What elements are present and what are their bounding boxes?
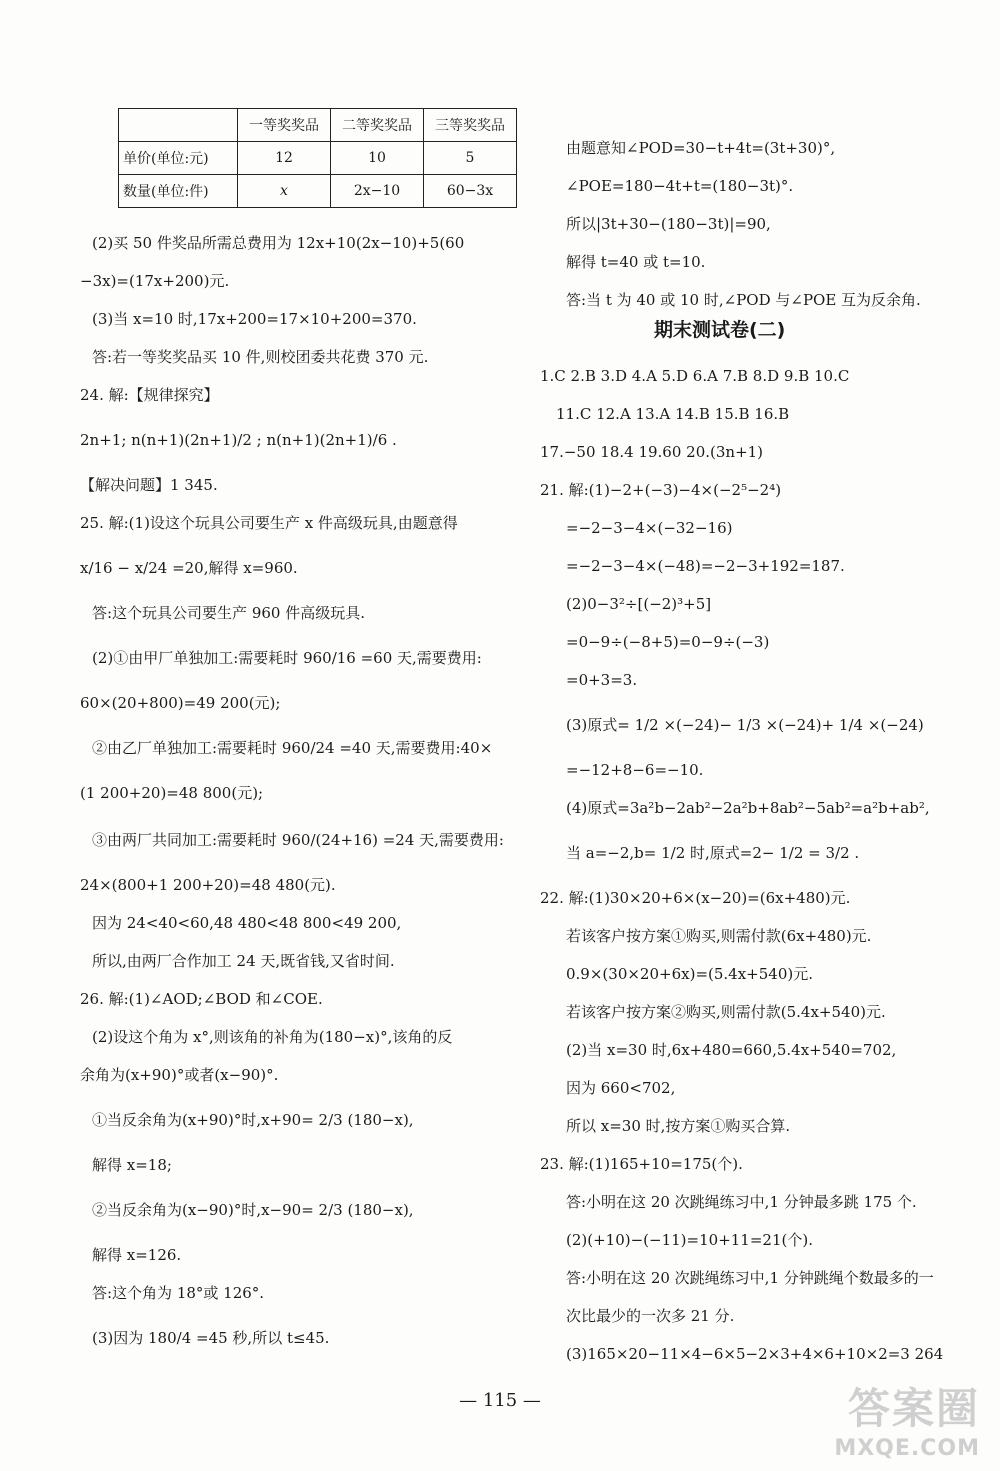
text-line: 因为 24<40<60,48 480<48 800<49 200, bbox=[92, 914, 402, 932]
watermark-url: MXQE.COM bbox=[834, 1436, 980, 1461]
text-line: (2)买 50 件奖品所需总费用为 12x+10(2x−10)+5(60 bbox=[92, 234, 465, 252]
text-line: 23. 解:(1)165+10=175(个). bbox=[540, 1155, 743, 1173]
text-line: 由题意知∠POD=30−t+4t=(3t+30)°, bbox=[566, 139, 836, 157]
text-line: (2)设这个角为 x°,则该角的补角为(180−x)°,该角的反 bbox=[92, 1028, 453, 1046]
text-line: (2)0−3²÷[(−2)³+5] bbox=[566, 595, 712, 613]
text-line: (3)165×20−11×4−6×5−2×3+4×6+10×2=3 264 bbox=[566, 1345, 944, 1363]
section-title: 期末测试卷(二) bbox=[654, 319, 786, 341]
text-line: 25. 解:(1)设这个玩具公司要生产 x 件高级玩具,由题意得 bbox=[80, 514, 458, 532]
text-line: 1.C 2.B 3.D 4.A 5.D 6.A 7.B 8.D 9.B 10.C bbox=[540, 367, 850, 385]
text-line: 次比最少的一次多 21 分. bbox=[566, 1307, 735, 1325]
text-line: ∠POE=180−4t+t=(180−3t)°. bbox=[566, 177, 794, 195]
text-line: 0.9×(30×20+6x)=(5.4x+540)元. bbox=[566, 965, 813, 983]
text-line: (3)原式= 1/2 ×(−24)− 1/3 ×(−24)+ 1/4 ×(−24) bbox=[566, 716, 924, 734]
text-line: 因为 660<702, bbox=[566, 1079, 676, 1097]
text-line: 所以|3t+30−(180−3t)|=90, bbox=[566, 215, 771, 233]
table-cell: 10 bbox=[331, 142, 424, 175]
table-cell: 二等奖奖品 bbox=[331, 109, 424, 142]
text-line: 答:小明在这 20 次跳绳练习中,1 分钟最多跳 175 个. bbox=[566, 1193, 917, 1211]
text-line: 24. 解:【规律探究】 bbox=[80, 386, 219, 404]
table-row bbox=[119, 142, 517, 175]
text-line: 26. 解:(1)∠AOD;∠BOD 和∠COE. bbox=[80, 990, 323, 1008]
table-cell: 5 bbox=[424, 142, 517, 175]
text-line: 【解决问题】1 345. bbox=[80, 476, 218, 494]
text-line: 答:小明在这 20 次跳绳练习中,1 分钟跳绳个数最多的一 bbox=[566, 1269, 934, 1287]
text-line: 解得 x=18; bbox=[92, 1156, 172, 1174]
text-line: 所以 x=30 时,按方案①购买合算. bbox=[566, 1117, 791, 1135]
text-line: 若该客户按方案①购买,则需付款(6x+480)元. bbox=[566, 927, 872, 945]
watermark-logo: 答案圈 bbox=[847, 1384, 980, 1433]
text-line: (1 200+20)=48 800(元); bbox=[80, 784, 264, 802]
text-line: 24×(800+1 200+20)=48 480(元). bbox=[80, 876, 336, 894]
text-line: =−2−3−4×(−48)=−2−3+192=187. bbox=[566, 557, 845, 575]
text-line: 21. 解:(1)−2+(−3)−4×(−2⁵−2⁴) bbox=[540, 481, 782, 499]
table-cell: 12 bbox=[238, 142, 331, 175]
table-cell: 60−3x bbox=[424, 175, 517, 208]
text-line: x/16 − x/24 =20,解得 x=960. bbox=[80, 559, 298, 577]
table-cell: 单价(单位:元) bbox=[119, 142, 238, 175]
text-line: 22. 解:(1)30×20+6×(x−20)=(6x+480)元. bbox=[540, 889, 851, 907]
text-line: (3)当 x=10 时,17x+200=17×10+200=370. bbox=[92, 310, 417, 328]
text-line: (4)原式=3a²b−2ab²−2a²b+8ab²−5ab²=a²b+ab², bbox=[566, 799, 930, 817]
text-line: ②由乙厂单独加工:需要耗时 960/24 =40 天,需要费用:40× bbox=[92, 739, 493, 757]
text-line: 答:这个角为 18°或 126°. bbox=[92, 1284, 265, 1302]
text-line: =−2−3−4×(−32−16) bbox=[566, 519, 733, 537]
text-line: 17.−50 18.4 19.60 20.(3n+1) bbox=[540, 443, 764, 461]
text-line: 若该客户按方案②购买,则需付款(5.4x+540)元. bbox=[566, 1003, 886, 1021]
table-cell: 三等奖奖品 bbox=[424, 109, 517, 142]
prize-table bbox=[118, 108, 517, 208]
table-cell: 2x−10 bbox=[331, 175, 424, 208]
text-line: (3)因为 180/4 =45 秒,所以 t≤45. bbox=[92, 1329, 330, 1347]
table-cell: 数量(单位:件) bbox=[119, 175, 238, 208]
watermark bbox=[834, 1376, 980, 1461]
text-line: ②当反余角为(x−90)°时,x−90= 2/3 (180−x), bbox=[92, 1201, 414, 1219]
text-line: 当 a=−2,b= 1/2 时,原式=2− 1/2 = 3/2 . bbox=[566, 844, 860, 862]
table-header-row bbox=[119, 109, 517, 142]
text-line: 答:当 t 为 40 或 10 时,∠POD 与∠POE 互为反余角. bbox=[566, 291, 921, 309]
text-line: 答:这个玩具公司要生产 960 件高级玩具. bbox=[92, 604, 365, 622]
text-line: 答:若一等奖奖品买 10 件,则校团委共花费 370 元. bbox=[92, 348, 429, 366]
text-line: ③由两厂共同加工:需要耗时 960/(24+16) =24 天,需要费用: bbox=[92, 831, 504, 849]
page-number: — 115 — bbox=[459, 1390, 541, 1411]
text-line: 11.C 12.A 13.A 14.B 15.B 16.B bbox=[556, 405, 790, 423]
text-line: =0+3=3. bbox=[566, 671, 638, 689]
text-line: (2)①由甲厂单独加工:需要耗时 960/16 =60 天,需要费用: bbox=[92, 649, 482, 667]
table-row bbox=[119, 175, 517, 208]
text-line: 所以,由两厂合作加工 24 天,既省钱,又省时间. bbox=[92, 952, 395, 970]
text-line: 解得 t=40 或 t=10. bbox=[566, 253, 706, 271]
text-line: =−12+8−6=−10. bbox=[566, 761, 704, 779]
text-line: 2n+1; n(n+1)(2n+1)/2 ; n(n+1)(2n+1)/6 . bbox=[80, 431, 397, 449]
text-line: (2)当 x=30 时,6x+480=660,5.4x+540=702, bbox=[566, 1041, 897, 1059]
text-line: (2)(+10)−(−11)=10+11=21(个). bbox=[566, 1231, 813, 1249]
table-cell bbox=[119, 109, 238, 142]
text-line: 余角为(x+90)°或者(x−90)°. bbox=[80, 1066, 279, 1084]
text-line: −3x)=(17x+200)元. bbox=[80, 272, 230, 290]
text-line: ①当反余角为(x+90)°时,x+90= 2/3 (180−x), bbox=[92, 1111, 414, 1129]
text-line: =0−9÷(−8+5)=0−9÷(−3) bbox=[566, 633, 770, 651]
table-cell: x bbox=[238, 175, 331, 208]
text-line: 解得 x=126. bbox=[92, 1246, 182, 1264]
text-line: 60×(20+800)=49 200(元); bbox=[80, 694, 281, 712]
table-cell: 一等奖奖品 bbox=[238, 109, 331, 142]
